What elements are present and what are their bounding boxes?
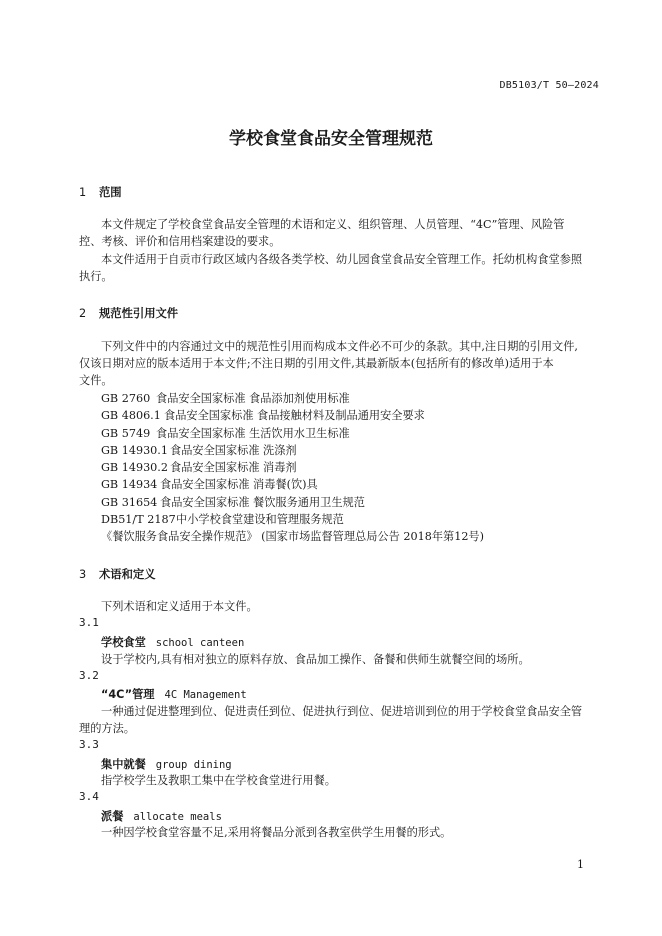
reference-item [101, 459, 297, 475]
section-heading-normative-references [79, 305, 178, 321]
reference-item [101, 476, 318, 492]
term-number: 3.1 [79, 616, 99, 629]
reference-code: GB 2760 [101, 392, 151, 405]
section-number: 1 [79, 186, 87, 199]
reference-item [101, 511, 344, 527]
paragraph-line: 本文件适用于自贡市行政区域内各级各类学校、幼儿园食堂食品安全管理工作。托幼机构食堂参照 [101, 253, 583, 266]
section-title: 范围 [99, 186, 122, 199]
section-number: 2 [79, 307, 87, 320]
reference-code: GB 4806.1 [101, 409, 161, 422]
term-entry [101, 808, 222, 824]
term-en: school canteen [155, 637, 245, 649]
reference-item [101, 407, 425, 423]
term-entry [101, 634, 244, 650]
term-zh: 集中就餐 [101, 758, 146, 771]
reference-item [101, 390, 350, 406]
page-title: 学校食堂食品安全管理规范 [229, 129, 433, 149]
term-definition: 一种通过促进整理到位、促进责任到位、促进执行到位、促进培训到位的用于学校食堂食品安全管 [101, 705, 583, 718]
paragraph-line: 文件。 [79, 374, 113, 387]
reference-name: 食品安全国家标准 食品接触材料及制品通用安全要求 [164, 409, 425, 422]
reference-code: DB51/T 2187 [101, 513, 176, 526]
document-code: DB5103/T 50—2024 [499, 80, 599, 91]
term-definition: 指学校学生及教职工集中在学校食堂进行用餐。 [101, 774, 336, 787]
term-number: 3.4 [79, 790, 99, 803]
reference-item [101, 442, 297, 458]
term-number: 3.3 [79, 738, 99, 751]
term-zh: 派餐 [101, 810, 124, 823]
term-entry [101, 686, 247, 702]
term-number: 3.2 [79, 669, 99, 682]
term-definition: 设于学校内,具有相对独立的原料存放、食品加工操作、备餐和供师生就餐空间的场所。 [101, 653, 530, 666]
section-title: 规范性引用文件 [99, 307, 179, 320]
reference-item [101, 494, 365, 510]
reference-code: GB 14930.1 [101, 444, 168, 457]
section-title: 术语和定义 [99, 568, 156, 581]
term-en: allocate meals [133, 811, 222, 823]
paragraph-line: 本文件规定了学校食堂食品安全管理的术语和定义、组织管理、人员管理、“4C”管理、风险管 [101, 218, 565, 231]
reference-code: GB 14930.2 [101, 461, 168, 474]
reference-name: 食品安全国家标准 消毒餐(饮)具 [160, 478, 318, 491]
page-number: 1 [577, 858, 584, 871]
reference-code: GB 31654 [101, 496, 158, 509]
reference-code: GB 14934 [101, 478, 158, 491]
section-heading-terms [79, 566, 156, 582]
term-definition: 理的方法。 [79, 722, 135, 735]
reference-code: GB 5749 [101, 427, 151, 440]
reference-name: 食品安全国家标准 食品添加剂使用标准 [156, 392, 350, 405]
reference-name: 食品安全国家标准 生活饮用水卫生标准 [156, 427, 350, 440]
reference-name: 食品安全国家标准 消毒剂 [170, 461, 297, 474]
term-definition: 一种因学校食堂容量不足,采用将餐品分派到各教室供学生用餐的形式。 [101, 826, 452, 839]
paragraph-line: 下列文件中的内容通过文中的规范性引用而构成本文件必不可少的条款。其中,注日期的引用文件, [101, 340, 578, 353]
paragraph-line: 仅该日期对应的版本适用于本文件;不注日期的引用文件,其最新版本(包括所有的修改单)适用于本 [79, 357, 554, 370]
reference-name: 食品安全国家标准 餐饮服务通用卫生规范 [160, 496, 365, 509]
term-entry [101, 756, 232, 772]
reference-item [101, 425, 350, 441]
reference-name: 中小学校食堂建设和管理服务规范 [176, 513, 344, 526]
section-number: 3 [79, 568, 87, 581]
section-heading-scope [79, 184, 122, 200]
reference-name: 食品安全国家标准 洗涤剂 [170, 444, 297, 457]
paragraph-line: 执行。 [79, 270, 113, 283]
term-en: 4C Management [164, 689, 247, 701]
paragraph-line: 控、考核、评价和信用档案建设的要求。 [79, 235, 281, 248]
paragraph-line: 下列术语和定义适用于本文件。 [101, 600, 258, 613]
term-zh: 学校食堂 [101, 636, 146, 649]
term-en: group dining [155, 759, 232, 771]
term-zh: “4C”管理 [101, 688, 155, 701]
reference-item: 《餐饮服务食品安全操作规范》 (国家市场监督管理总局公告 2018年第12号) [101, 530, 484, 543]
